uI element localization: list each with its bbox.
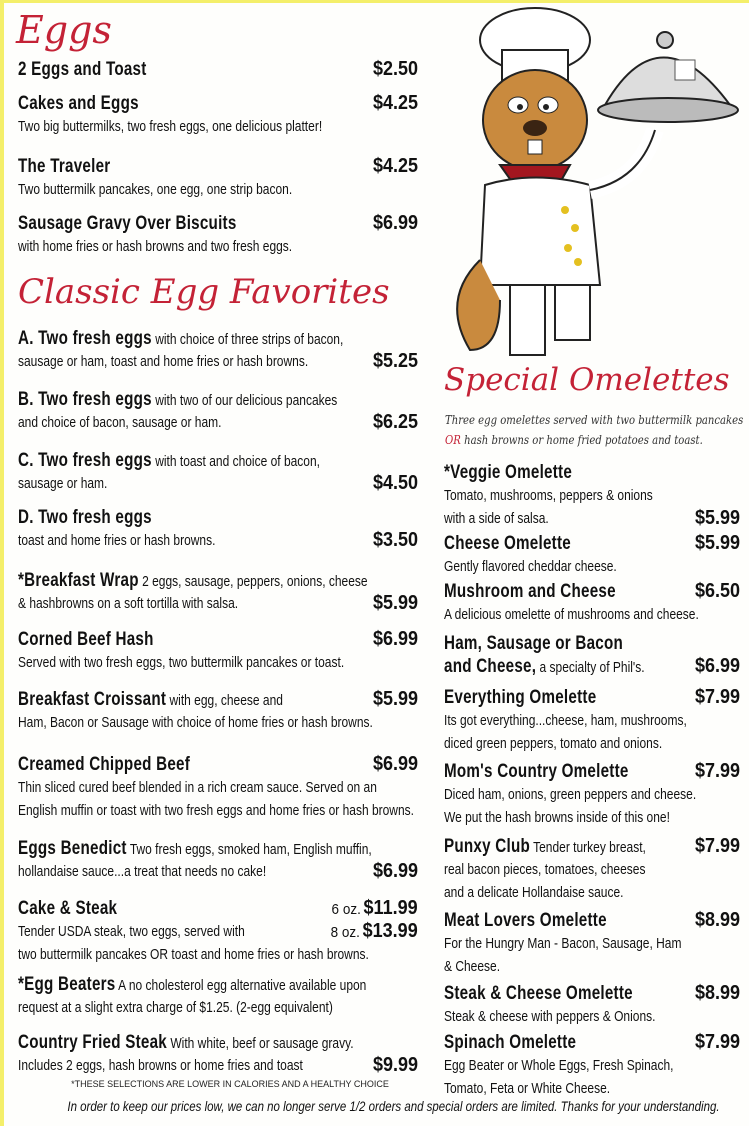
subtitle-line-2: hash browns or home fried potatoes and toast.: [464, 433, 703, 447]
menu-item: [444, 982, 740, 1028]
item-price: $6.99: [372, 628, 418, 650]
item-line: [18, 996, 418, 1019]
item-name: A. Two fresh eggs: [18, 328, 152, 349]
item-name: Eggs Benedict: [18, 838, 127, 859]
portion-size: 6 oz.: [331, 901, 362, 918]
item-description: request at a slight extra charge of $1.25. (2-egg equivalent): [18, 999, 333, 1016]
item-description: Tomato, mushrooms, peppers & onions: [444, 487, 653, 504]
item-inline-description: Two fresh eggs, smoked ham, English muffin,: [129, 841, 372, 858]
item-inline-description: with egg, cheese and: [169, 692, 283, 709]
item-line-text: [18, 155, 110, 179]
item-line-text: [18, 897, 117, 921]
order-policy-footer: In order to keep our prices low, we can no longer serve 1/2 orders and special orders are limited. Thanks for your understanding.: [67, 1098, 720, 1114]
item-inline-description: with two of our delicious pancakes: [155, 392, 338, 409]
item-price: $5.99: [372, 688, 418, 710]
item-line-text: [444, 1031, 576, 1055]
menu-item: [444, 835, 740, 904]
item-line: [18, 58, 418, 81]
item-description: For the Hungry Man - Bacon, Sausage, Ham: [444, 935, 682, 952]
item-line: [444, 603, 740, 626]
item-name: Cakes and Eggs: [18, 93, 139, 114]
item-price: $3.50: [372, 529, 418, 551]
item-name: Breakfast Croissant: [18, 689, 167, 710]
item-line-text: [18, 628, 154, 652]
item-price: $6.25: [372, 411, 418, 433]
item-line: [444, 835, 740, 858]
menu-item: [18, 58, 418, 81]
menu-item: [444, 461, 740, 530]
item-line: [444, 632, 740, 655]
item-line-text: [18, 569, 368, 593]
item-description: A delicious omelette of mushrooms and cheese.: [444, 606, 699, 623]
menu-item: [18, 837, 418, 883]
menu-item: [444, 760, 740, 829]
item-line: [18, 506, 418, 529]
menu-item: [444, 632, 740, 678]
item-line-text: [18, 753, 190, 777]
item-line-text: [18, 92, 139, 116]
classic-egg-favorites-heading: Classic Egg Favorites: [18, 272, 390, 312]
item-line: [444, 555, 740, 578]
menu-item: [18, 388, 418, 434]
item-description: Thin sliced cured beef blended in a rich cream sauce. Served on an: [18, 779, 377, 796]
item-description: two buttermilk pancakes OR toast and home fries or hash browns.: [18, 946, 369, 963]
item-price: $7.99: [694, 835, 740, 857]
special-omelettes-heading: Special Omelettes: [444, 362, 730, 398]
item-line-text: [18, 688, 283, 712]
item-line: [444, 1031, 740, 1054]
menu-item: [444, 909, 740, 978]
item-inline-description: Tender turkey breast,: [533, 839, 646, 856]
item-line-text: [444, 760, 629, 784]
item-price: $7.99: [694, 760, 740, 782]
subtitle-line-1: Three egg omelettes served with two buttermilk pancakes: [445, 413, 744, 427]
menu-item: [18, 449, 418, 495]
subtitle-or: OR: [445, 433, 461, 447]
menu-item: [444, 580, 740, 626]
item-line-text: [444, 461, 572, 485]
item-inline-description: 2 eggs, sausage, peppers, onions, cheese: [142, 573, 368, 590]
item-line-text: [18, 327, 343, 351]
item-line-text: [444, 686, 596, 710]
item-name: Meat Lovers Omelette: [444, 910, 607, 931]
item-description: & Cheese.: [444, 958, 501, 975]
item-line: [18, 920, 418, 943]
item-line: [18, 388, 418, 411]
item-line: [444, 484, 740, 507]
item-line: [444, 783, 740, 806]
item-price: $6.99: [372, 212, 418, 234]
item-line-text: [18, 388, 337, 412]
item-line-text: [18, 973, 366, 997]
special-omelettes-subtitle: [445, 410, 743, 450]
item-description: Tomato, Feta or White Cheese.: [444, 1080, 611, 1097]
item-price: $5.99: [694, 532, 740, 554]
item-price: $2.50: [372, 58, 418, 80]
item-line: [444, 1054, 740, 1077]
item-price: $4.25: [372, 92, 418, 114]
item-description: Ham, Bacon or Sausage with choice of home fries or hash browns.: [18, 714, 373, 731]
item-line-text: [18, 212, 237, 236]
item-inline-description: a specialty of Phil's.: [539, 659, 645, 676]
item-line: [18, 92, 418, 115]
menu-item: [18, 569, 418, 615]
item-price: $6.50: [694, 580, 740, 602]
item-description: and a delicate Hollandaise sauce.: [444, 884, 624, 901]
item-line: [18, 212, 418, 235]
item-line: [18, 973, 418, 996]
item-line-text: [444, 655, 645, 679]
item-name: Sausage Gravy Over Biscuits: [18, 213, 237, 234]
item-line: [18, 1031, 418, 1054]
item-description: Tender USDA steak, two eggs, served with: [18, 923, 245, 940]
menu-item: [18, 327, 418, 373]
item-name: Everything Omelette: [444, 687, 597, 708]
item-inline-description: with choice of three strips of bacon,: [155, 331, 344, 348]
item-name: Country Fried Steak: [18, 1032, 167, 1053]
item-line: [18, 155, 418, 178]
item-line: [18, 449, 418, 472]
item-line: [444, 1005, 740, 1028]
item-price: $7.99: [694, 686, 740, 708]
item-name: *Egg Beaters: [18, 974, 116, 995]
item-price: $8.99: [694, 909, 740, 931]
item-price: $5.99: [372, 592, 418, 614]
item-line: [444, 580, 740, 603]
eggs-heading: Eggs: [16, 8, 112, 52]
item-line: [18, 860, 418, 883]
item-line: [444, 732, 740, 755]
item-name: Ham, Sausage or Bacon: [444, 633, 624, 654]
item-line: [444, 982, 740, 1005]
menu-item: [18, 212, 418, 258]
item-name: 2 Eggs and Toast: [18, 59, 147, 80]
item-description: and choice of bacon, sausage or ham.: [18, 414, 222, 431]
item-line-text: [444, 632, 623, 656]
item-description: real bacon pieces, tomatoes, cheeses: [444, 861, 646, 878]
item-line: [18, 592, 418, 615]
serving-cloche-icon: [598, 32, 738, 122]
item-line: [18, 837, 418, 860]
item-name: Cake & Steak: [18, 898, 118, 919]
item-description: Diced ham, onions, green peppers and cheese.: [444, 786, 697, 803]
item-price: $6.99: [694, 655, 740, 677]
item-name: *Breakfast Wrap: [18, 570, 139, 591]
item-line: [18, 411, 418, 434]
menu-item: [444, 1031, 740, 1100]
item-name: B. Two fresh eggs: [18, 389, 152, 410]
item-name: Creamed Chipped Beef: [18, 754, 191, 775]
item-line: [18, 350, 418, 373]
menu-item: [18, 688, 418, 734]
item-line: [18, 651, 418, 674]
menu-item: [444, 532, 740, 578]
item-description: diced green peppers, tomato and onions.: [444, 735, 663, 752]
item-line-text: [18, 58, 147, 82]
item-name: C. Two fresh eggs: [18, 450, 152, 471]
item-line: [18, 711, 418, 734]
item-line-text: [18, 837, 372, 861]
item-price: $4.50: [372, 472, 418, 494]
item-line: [444, 932, 740, 955]
item-line: [18, 235, 418, 258]
item-line: [18, 327, 418, 350]
menu-item: [18, 628, 418, 674]
item-price: $6.99: [372, 860, 418, 882]
item-name: Spinach Omelette: [444, 1032, 577, 1053]
item-price: $5.25: [372, 350, 418, 372]
item-line: [444, 655, 740, 678]
item-description: Steak & cheese with peppers & Onions.: [444, 1008, 656, 1025]
menu-item: [444, 686, 740, 755]
item-line-text: [444, 835, 646, 859]
item-line: [444, 806, 740, 829]
page-edge: [0, 0, 4, 1126]
item-inline-description: With white, beef or sausage gravy.: [170, 1035, 354, 1052]
item-price: $6.99: [372, 753, 418, 775]
item-line: [444, 461, 740, 484]
item-name: Punxy Club: [444, 836, 531, 857]
item-inline-description: A no cholesterol egg alternative available upon: [118, 977, 367, 994]
item-line: [18, 115, 418, 138]
item-price: $5.99: [694, 507, 740, 529]
item-description: Two big buttermilks, two fresh eggs, one delicious platter!: [18, 118, 323, 135]
item-name: Mushroom and Cheese: [444, 581, 616, 602]
item-line: [444, 955, 740, 978]
item-line: [444, 532, 740, 555]
item-inline-description: with toast and choice of bacon,: [155, 453, 320, 470]
portion-price: $13.99: [362, 920, 418, 942]
item-description: hollandaise sauce...a treat that needs no cake!: [18, 863, 267, 880]
item-line: [444, 858, 740, 881]
menu-item: [18, 155, 418, 201]
item-price: $9.99: [372, 1054, 418, 1076]
item-description: Its got everything...cheese, ham, mushrooms,: [444, 712, 687, 729]
item-price: $7.99: [694, 1031, 740, 1053]
item-line: [18, 753, 418, 776]
item-name: Steak & Cheese Omelette: [444, 983, 633, 1004]
item-description: sausage or ham.: [18, 475, 108, 492]
item-line: [18, 178, 418, 201]
item-line: [444, 909, 740, 932]
item-description: sausage or ham, toast and home fries or hash browns.: [18, 353, 309, 370]
item-line: [18, 472, 418, 495]
item-line: [18, 776, 418, 799]
item-line-text: [18, 449, 320, 473]
item-line-text: [18, 1031, 354, 1055]
item-line: [18, 943, 418, 966]
item-line: [444, 760, 740, 783]
item-price: [331, 920, 418, 944]
item-line: [444, 507, 740, 530]
item-description: We put the hash browns inside of this one!: [444, 809, 670, 826]
item-line-text: [444, 909, 607, 933]
item-line: [444, 686, 740, 709]
item-name: *Veggie Omelette: [444, 462, 573, 483]
portion-size: 8 oz.: [330, 924, 361, 941]
item-line: [18, 529, 418, 552]
item-name: and Cheese,: [444, 656, 537, 677]
item-line: [444, 709, 740, 732]
item-line-text: [444, 580, 616, 604]
item-line-text: [18, 506, 152, 530]
item-line-text: [444, 982, 633, 1006]
item-line: [18, 628, 418, 651]
item-line: [18, 799, 418, 822]
item-name: The Traveler: [18, 156, 111, 177]
portion-price: $11.99: [363, 897, 418, 919]
item-line: [18, 1054, 418, 1077]
item-line-text: [444, 532, 571, 556]
item-line: [18, 569, 418, 592]
item-line: [444, 1077, 740, 1100]
item-name: D. Two fresh eggs: [18, 507, 152, 528]
menu-item: [18, 506, 418, 552]
healthy-choice-footnote: *THESE SELECTIONS ARE LOWER IN CALORIES AND A HEALTHY CHOICE: [71, 1079, 389, 1089]
item-price: $4.25: [372, 155, 418, 177]
menu-item: [18, 753, 418, 822]
item-description: Includes 2 eggs, hash browns or home fries and toast: [18, 1057, 303, 1074]
item-name: Cheese Omelette: [444, 533, 571, 554]
item-description: Gently flavored cheddar cheese.: [444, 558, 617, 575]
item-price: [332, 897, 418, 921]
item-description: & hashbrowns on a soft tortilla with salsa.: [18, 595, 239, 612]
item-description: Two buttermilk pancakes, one egg, one strip bacon.: [18, 181, 293, 198]
item-line: [444, 881, 740, 904]
chef-mascot-illustration: [440, 0, 749, 370]
item-name: Corned Beef Hash: [18, 629, 154, 650]
item-description: with home fries or hash browns and two fresh eggs.: [18, 238, 293, 255]
item-line: [18, 688, 418, 711]
item-description: toast and home fries or hash browns.: [18, 532, 216, 549]
item-name: Mom's Country Omelette: [444, 761, 629, 782]
item-description: with a side of salsa.: [444, 510, 549, 527]
item-line: [18, 897, 418, 920]
menu-item: [18, 897, 418, 966]
menu-item: [18, 92, 418, 138]
item-description: Served with two fresh eggs, two buttermilk pancakes or toast.: [18, 654, 345, 671]
item-price: $8.99: [694, 982, 740, 1004]
menu-item: [18, 973, 418, 1019]
item-description: Egg Beater or Whole Eggs, Fresh Spinach,: [444, 1057, 674, 1074]
item-description: English muffin or toast with two fresh eggs and home fries or hash browns.: [18, 802, 414, 819]
menu-item: [18, 1031, 418, 1077]
